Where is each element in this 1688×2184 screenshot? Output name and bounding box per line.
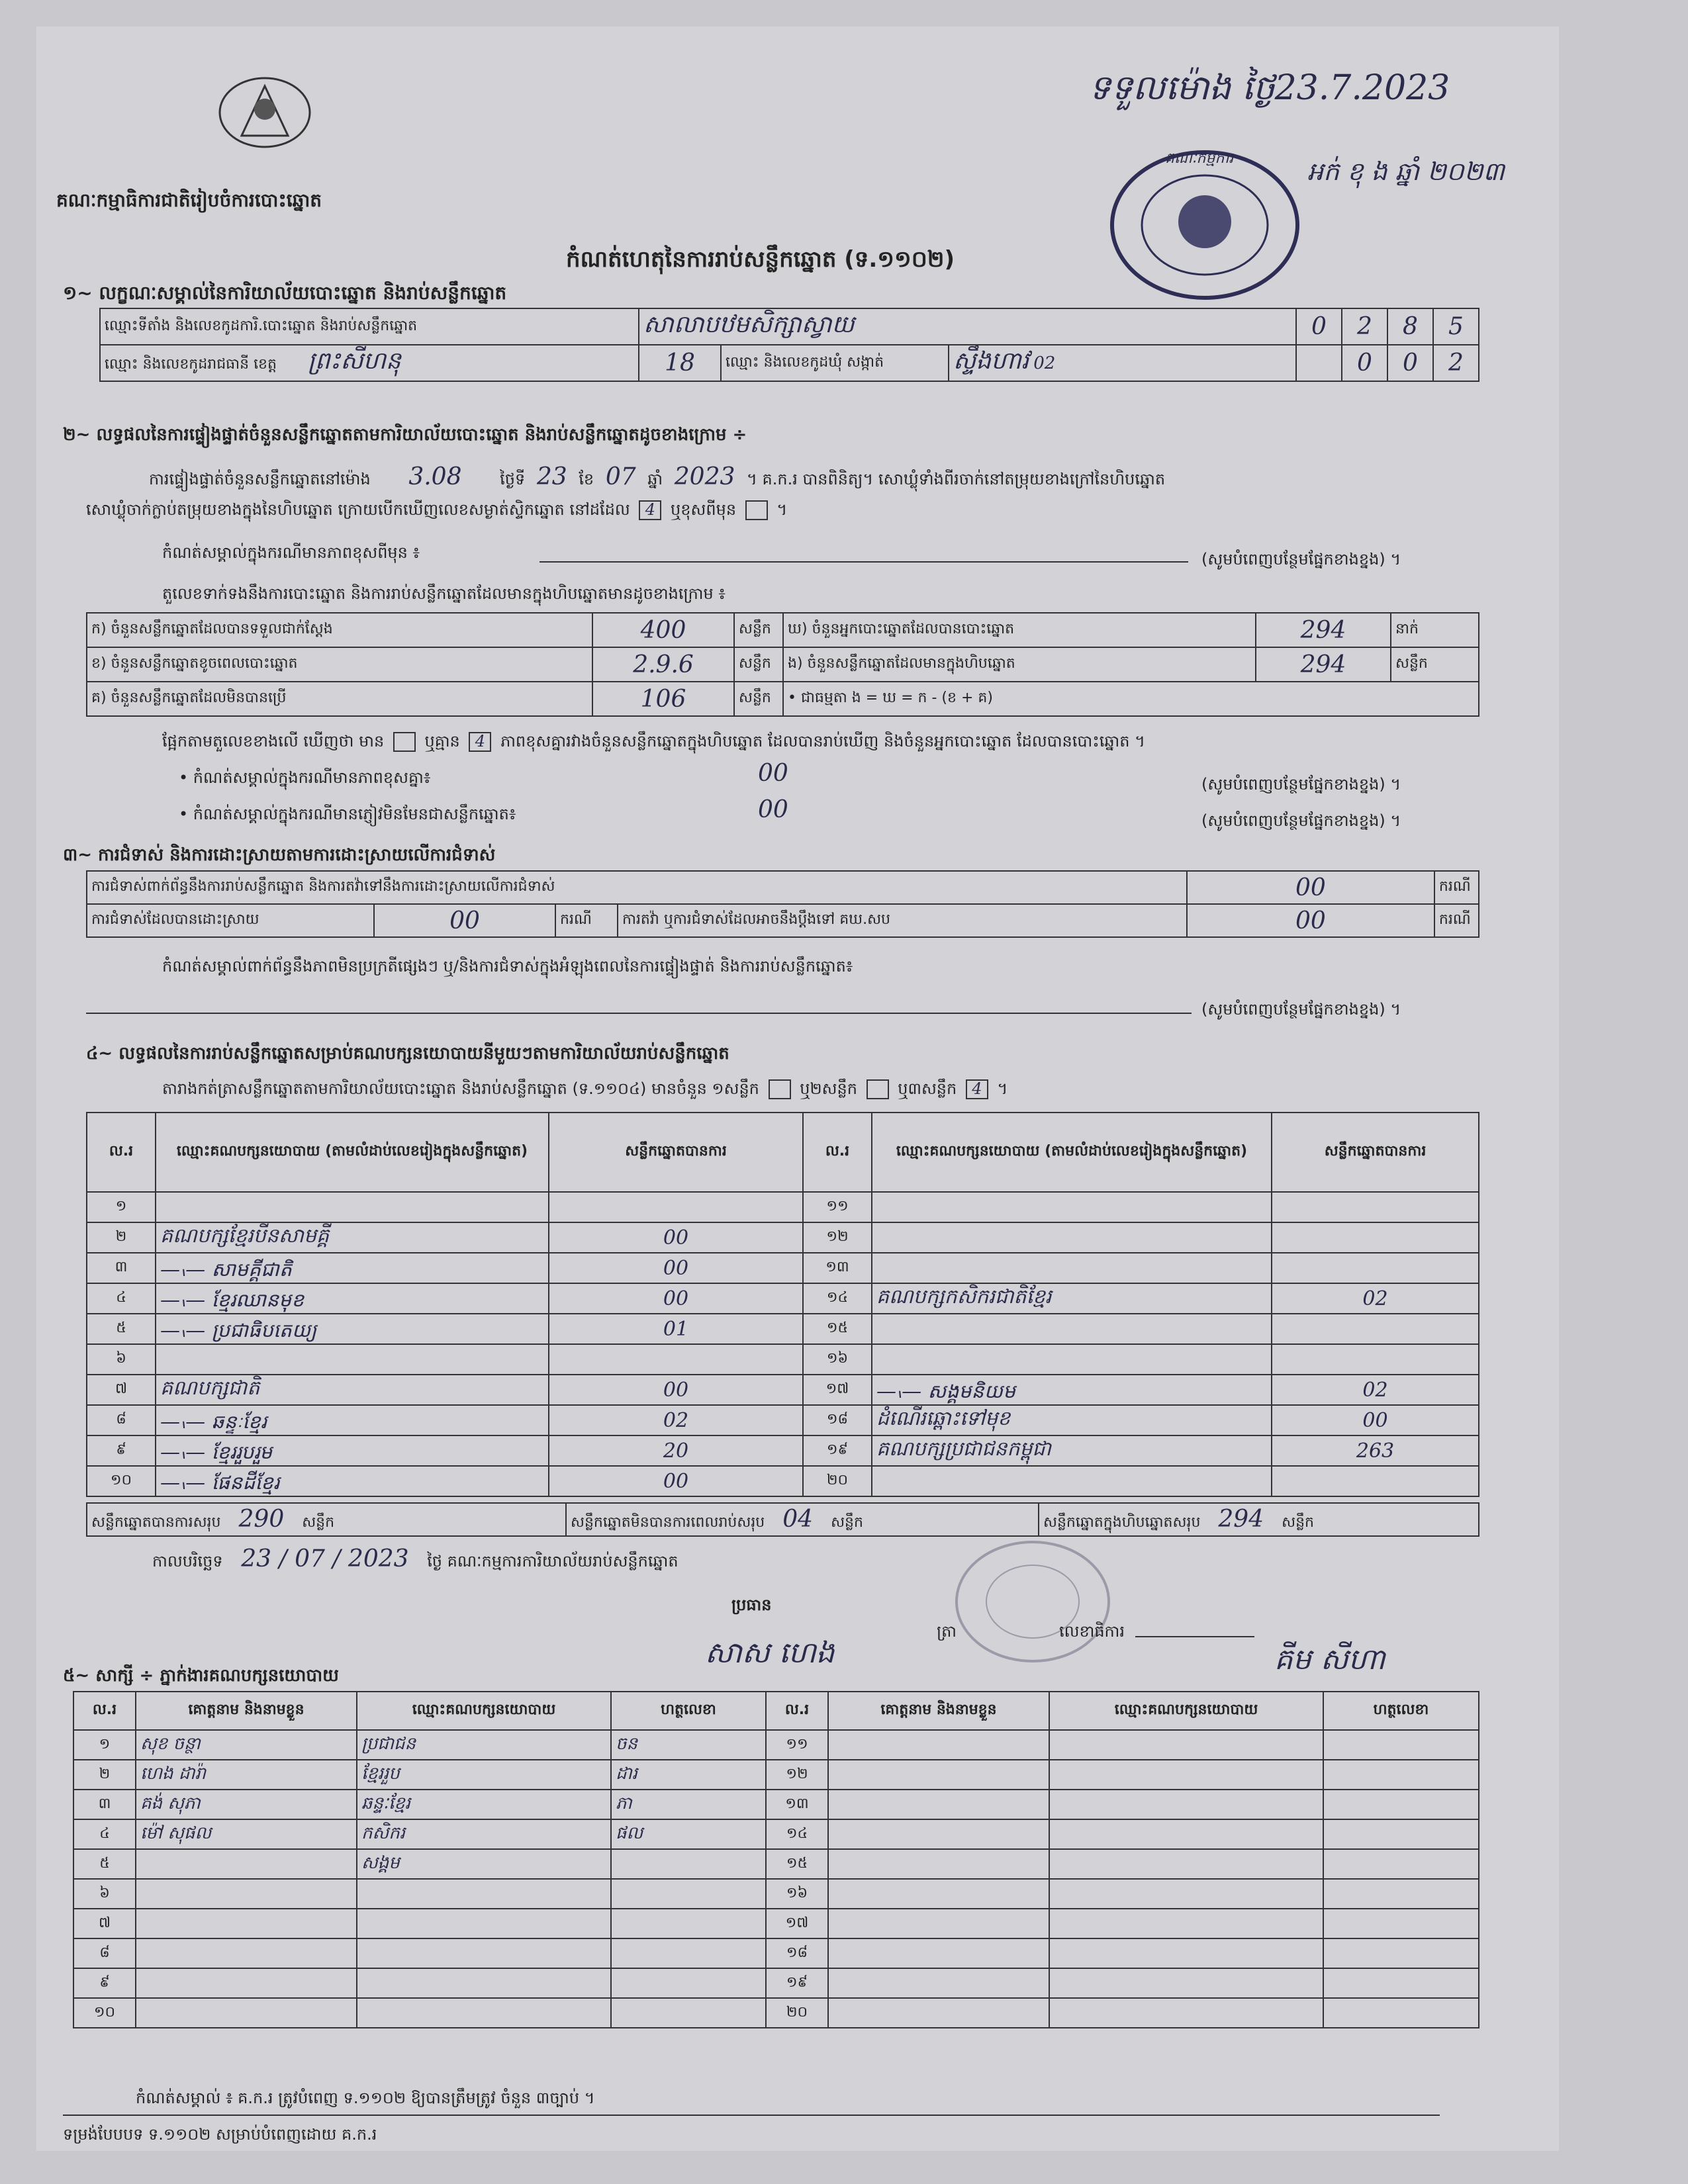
note-difference-value: 00 (758, 760, 788, 787)
party-no: ១៧ (803, 1375, 872, 1405)
witness-no: ៦ (73, 1879, 136, 1909)
footnote: កំណត់សម្គាល់ ៖ គ.ក.រ ត្រូវបំពេញ ទ.១១០២ ឱ្យបានត្រឹមត្រូវ ចំនួន ៣ច្បាប់ ។ (136, 2089, 595, 2107)
witness-no: ១៩ (766, 1968, 828, 1998)
witness-name (828, 1849, 1049, 1879)
party-no: ១៨ (803, 1405, 872, 1435)
col-no-header: ល.រ (766, 1692, 828, 1730)
difference-note-label: កំណត់សម្គាល់ក្នុងករណីមានភាពខុសពីមុន ៖ (162, 543, 420, 562)
witness-party: សង្គម (357, 1849, 611, 1879)
party-name: —៶— ខ្មែរឈានមុខ (156, 1283, 549, 1314)
province-code: 18 (639, 345, 721, 381)
party-name (872, 1344, 1272, 1375)
footer-divider (63, 2115, 1440, 2116)
secretary-line (1135, 1636, 1254, 1637)
witness-signature (611, 1998, 766, 2028)
witness-name (828, 1879, 1049, 1909)
col-no-header: ល.រ (87, 1113, 156, 1192)
party-name: —៶— ឆន្ទៈខ្មែរ (156, 1405, 549, 1435)
witness-party (1049, 1968, 1323, 1998)
witness-signature (611, 1879, 766, 1909)
witness-party: ឆន្ទៈខ្មែរ (357, 1790, 611, 1819)
party-name: —៶— ផែនដីខ្មែរ (156, 1466, 549, 1496)
note-foreign-label: • កំណត់សម្គាល់ក្នុងករណីមានភ្ញៀវមិនមែនជាសន្លឹកឆ្នោត៖ (179, 805, 516, 823)
witness-signature (1323, 1849, 1479, 1879)
seal-label: ត្រា (937, 1622, 957, 1641)
stamp-text: គណៈកម្មការ (1165, 150, 1234, 167)
secretary-label: លេខាធិការ (1059, 1622, 1125, 1641)
commune-label: ឈ្មោះ និងលេខកូដឃុំ សង្កាត់ (721, 345, 949, 381)
party-votes: 00 (549, 1466, 803, 1496)
witness-name (828, 1819, 1049, 1849)
section1-heading: ១~ លក្ខណៈសម្គាល់នៃការិយាល័យបោះឆ្នោត និងរាប់សន្លឹកឆ្នោត (63, 282, 507, 304)
witness-name: ម៉ៅ សុផល (136, 1819, 357, 1849)
unit-label: សន្លឹក (1282, 1514, 1315, 1531)
witness-name (828, 1968, 1049, 1998)
witness-signature (1323, 1909, 1479, 1938)
party-votes (1272, 1314, 1479, 1344)
table-row (73, 1968, 1479, 1998)
party-no: ២០ (803, 1466, 872, 1496)
witness-no: ២០ (766, 1998, 828, 2028)
witness-name: សុខ ចន្ថា (136, 1730, 357, 1760)
party-votes (1272, 1253, 1479, 1283)
party-votes: 00 (549, 1375, 803, 1405)
party-name: —៶— សង្គមនិយម (872, 1375, 1272, 1405)
commune-sub: 02 (1033, 353, 1056, 373)
party-name (872, 1253, 1272, 1283)
witness-party (1049, 1760, 1323, 1790)
table-row (87, 1344, 1479, 1375)
witness-name (136, 1909, 357, 1938)
has-difference-checkbox[interactable] (393, 732, 416, 752)
col-party-header: ឈ្មោះគណបក្សនយោបាយ (តាមលំដាប់លេខរៀងក្នុងសន្លឹកឆ្នោត) (872, 1113, 1272, 1192)
irregularity-note: កំណត់សម្គាល់ពាក់ព័ន្ធនឹងភាពមិនប្រក្រតីផ្សេងៗ ឬ/និងការជំទាស់ក្នុងអំឡុងពេលនៃការផ្ទៀងផ្ទាត់ និងការរាប់សន្លឹកឆ្នោត៖ (162, 957, 853, 976)
table-row (87, 1375, 1479, 1405)
location-table (99, 308, 1479, 382)
case-unit: ករណី (1434, 904, 1479, 937)
table-row (73, 1760, 1479, 1790)
party-votes: 00 (549, 1222, 803, 1253)
table-row (73, 1819, 1479, 1849)
witness-no: ១៦ (766, 1879, 828, 1909)
party-votes: 02 (1272, 1283, 1479, 1314)
witness-signature: ដារ (611, 1760, 766, 1790)
commune-code-digit: 2 (1433, 345, 1479, 381)
col-votes-header: សន្លឹកឆ្នោតបានការ (549, 1113, 803, 1192)
witness-party (357, 1938, 611, 1968)
party-votes: 20 (549, 1435, 803, 1466)
party-votes: 02 (549, 1405, 803, 1435)
witness-name (828, 1790, 1049, 1819)
party-name: ដំណើរឆ្ពោះទៅមុខ (872, 1405, 1272, 1435)
party-votes: 02 (1272, 1375, 1479, 1405)
witness-signature (1323, 1819, 1479, 1849)
commune-code-digit: 0 (1387, 345, 1433, 381)
table-row (87, 1405, 1479, 1435)
location-name: សាលាបឋមសិក្សាស្វាយ (643, 311, 855, 338)
document-title: កំណត់ហេតុនៃការរាប់សន្លឹកឆ្នោត (ទ.១១០២) (566, 246, 955, 273)
appeal-value: 00 (1187, 904, 1434, 937)
witness-party (1049, 1909, 1323, 1938)
witness-party (357, 1879, 611, 1909)
total-invalid-label: សន្លឹកឆ្នោតមិនបានការពេលរាប់សរុប (571, 1514, 765, 1531)
witness-no: ៨ (73, 1938, 136, 1968)
witness-no: ១១ (766, 1730, 828, 1760)
witness-party (357, 1909, 611, 1938)
date-value: 23 / 07 / 2023 (241, 1545, 409, 1572)
witness-party: ប្រជាជន (357, 1730, 611, 1760)
table-row (87, 1192, 1479, 1222)
figure-value: 294 (1256, 613, 1391, 647)
col-no-header: ល.រ (803, 1113, 872, 1192)
witness-signature: ភា (611, 1790, 766, 1819)
figure-value: 106 (592, 682, 734, 716)
party-name: គណបក្សកសិករជាតិខ្មែរ (872, 1283, 1272, 1314)
total-box-label: សន្លឹកឆ្នោតក្នុងហិបឆ្នោតសរុប (1043, 1514, 1201, 1531)
party-no: ១៤ (803, 1283, 872, 1314)
party-no: ២ (87, 1222, 156, 1253)
witness-party (1049, 1730, 1323, 1760)
figures-intro: តួលេខទាក់ទងនឹងការបោះឆ្នោត និងការរាប់សន្លឹកឆ្នោតដែលមានក្នុងហិបឆ្នោតមានដូចខាងក្រោម ៖ (162, 584, 726, 603)
verification-day: 23 (536, 463, 567, 490)
party-votes (1272, 1222, 1479, 1253)
fill-note: (សូមបំពេញបន្ថែមផ្នែកខាងខ្នង) ។ (1201, 550, 1401, 569)
section3-heading: ៣~ ការជំទាស់ និងការដោះស្រាយតាមការដោះស្រាយលើការជំទាស់ (63, 845, 496, 865)
party-name (156, 1344, 549, 1375)
party-name: —៶— ខ្មែររួបរួម (156, 1435, 549, 1466)
witness-party: ខ្មែររួប (357, 1760, 611, 1790)
witness-name (828, 1730, 1049, 1760)
irregularity-line (86, 1013, 1192, 1014)
form-usage-note: ទម្រង់បែបបទ ទ.១១០២ សម្រាប់បំពេញដោយ គ.ក.រ (63, 2125, 377, 2144)
same-checkbox[interactable]: 4 (639, 500, 661, 520)
appeal-label: ការតវ៉ា ឬការជំទាស់ដែលអាចនឹងប្តឹងទៅ គឃ.សប (618, 904, 1187, 937)
table-row (73, 1790, 1479, 1819)
figure-value: 2.9.6 (592, 647, 734, 682)
figure-unit: សន្លឹក (734, 613, 783, 647)
chair-name: សាស ហេង (705, 1636, 835, 1670)
witness-no: ១ (73, 1730, 136, 1760)
table-row (87, 1466, 1479, 1496)
party-results-table (86, 1112, 1479, 1497)
fill-note: (សូមបំពេញបន្ថែមផ្នែកខាងខ្នង) ។ (1201, 811, 1401, 830)
witness-name (136, 1968, 357, 1998)
witness-name (828, 1760, 1049, 1790)
party-no: ១៥ (803, 1314, 872, 1344)
table-row (87, 1222, 1479, 1253)
party-name: គណបក្សជាតិ (156, 1375, 549, 1405)
difference-line: ផ្អែកតាមតួលេខខាងលើ ឃើញថា មាន ឬគ្មាន 4 ភាពខុសគ្នារវាងចំនួនសន្លឹកឆ្នោតក្នុងហិបឆ្នោត ដែលបានរាប់ឃើញ និងចំនួនអ្នកបោះឆ្នោត ដែលបានបោះឆ្នោត ។ (162, 732, 1145, 751)
witness-signature (611, 1909, 766, 1938)
witness-name (136, 1879, 357, 1909)
unit-label: សន្លឹក (831, 1514, 863, 1531)
party-no: ១៦ (803, 1344, 872, 1375)
ballot-figures-table (86, 612, 1479, 717)
col-votes-header: សន្លឹកឆ្នោតបានការ (1272, 1113, 1479, 1192)
party-name (872, 1222, 1272, 1253)
col-party-header: ឈ្មោះគណបក្សនយោបាយ (តាមលំដាប់លេខរៀងក្នុងសន្លឹកឆ្នោត) (156, 1113, 549, 1192)
location-code-digit: 5 (1433, 308, 1479, 345)
witness-no: ១៤ (766, 1819, 828, 1849)
col-sign-header: ហត្ថលេខា (611, 1692, 766, 1730)
col-party-header: ឈ្មោះគណបក្សនយោបាយ (1049, 1692, 1323, 1730)
party-name (872, 1314, 1272, 1344)
difference-note-line (539, 561, 1188, 563)
party-no: ១២ (803, 1222, 872, 1253)
party-votes: 00 (1272, 1405, 1479, 1435)
witness-party (1049, 1790, 1323, 1819)
witness-name (136, 1998, 357, 2028)
received-note: ទទួលម៉ោង ថ្ងៃ23.7.2023 (1089, 68, 1450, 108)
witness-name (136, 1938, 357, 1968)
witness-no: ៧ (73, 1909, 136, 1938)
nec-emblem-icon (215, 73, 314, 152)
section4-heading: ៤~ លទ្ធផលនៃការរាប់សន្លឹកឆ្នោតសម្រាប់គណបក្សនយោបាយនីមួយៗតាមការិយាល័យរាប់សន្លឹកឆ្នោត (86, 1044, 729, 1064)
party-votes: 00 (549, 1253, 803, 1283)
party-no: ៥ (87, 1314, 156, 1344)
party-no: ៦ (87, 1344, 156, 1375)
figure-label: ង) ចំនួនសន្លឹកឆ្នោតដែលមានក្នុងហិបឆ្នោត (783, 647, 1256, 682)
witness-no: ៣ (73, 1790, 136, 1819)
party-votes: 263 (1272, 1435, 1479, 1466)
figure-label: ក) ចំនួនសន្លឹកឆ្នោតដែលបានទទួលជាក់ស្តែង (87, 613, 592, 647)
figure-unit: សន្លឹក (1391, 647, 1479, 682)
witness-signature (1323, 1998, 1479, 2028)
province-label: ឈ្មោះ និងលេខកូដរាជធានី ខេត្ត (105, 356, 277, 373)
party-no: ៧ (87, 1375, 156, 1405)
party-no: ១ (87, 1192, 156, 1222)
witness-no: ៩ (73, 1968, 136, 1998)
witness-name: ហេង ដារ៉ា (136, 1760, 357, 1790)
witness-table (73, 1691, 1479, 2028)
formula-note: • ជាធម្មតា ង = ឃ = ក - (ខ + គ) (783, 682, 1479, 716)
signature-note: អក់ ខុ ង ឆ្នាំ ២០២៣ (1307, 157, 1505, 186)
one-sheet-checkbox[interactable] (867, 1079, 889, 1099)
verification-month: 07 (605, 463, 636, 490)
table-row (73, 1998, 1479, 2028)
table-row (73, 1849, 1479, 1879)
witness-party (1049, 1938, 1323, 1968)
objection-value: 00 (1187, 871, 1434, 904)
witness-no: ១៧ (766, 1909, 828, 1938)
witness-name: គង់ សុភា (136, 1790, 357, 1819)
table-row (87, 1314, 1479, 1344)
note-difference-label: • កំណត់សម្គាល់ក្នុងករណីមានភាពខុសគ្នា៖ (179, 768, 431, 787)
figure-label: ខ) ចំនួនសន្លឹកឆ្នោតខូចពេលបោះឆ្នោត (87, 647, 592, 682)
figure-unit: សន្លឹក (734, 682, 783, 716)
location-code-digit: 2 (1342, 308, 1387, 345)
figure-label: គ) ចំនួនសន្លឹកឆ្នោតដែលមិនបានប្រើ (87, 682, 592, 716)
witness-name (828, 1909, 1049, 1938)
witness-party (1049, 1849, 1323, 1879)
witness-no: ១៥ (766, 1849, 828, 1879)
party-no: ៣ (87, 1253, 156, 1283)
party-votes (549, 1344, 803, 1375)
witness-signature (1323, 1730, 1479, 1760)
note-foreign-value: 00 (758, 796, 788, 823)
secretary-name: គីម សីហា (1274, 1643, 1385, 1676)
party-name (872, 1192, 1272, 1222)
case-unit: ករណី (555, 904, 618, 937)
party-no: ៨ (87, 1405, 156, 1435)
committee-name: គណៈកម្មាធិការជាតិរៀបចំការបោះឆ្នោត (56, 189, 322, 211)
party-votes: 01 (549, 1314, 803, 1344)
party-name: គណបក្សខ្មែរបីនសាមគ្គី (156, 1222, 549, 1253)
witness-signature: ផល (611, 1819, 766, 1849)
witness-signature (1323, 1790, 1479, 1819)
province-name: ព្រះសីហនុ (307, 347, 401, 375)
fill-note: (សូមបំពេញបន្ថែមផ្នែកខាងខ្នង) ។ (1201, 1000, 1401, 1019)
party-votes (549, 1192, 803, 1222)
table-row (87, 1283, 1479, 1314)
col-no-header: ល.រ (73, 1692, 136, 1730)
witness-name (828, 1938, 1049, 1968)
chair-label: ប្រធាន (731, 1596, 772, 1614)
verification-year: 2023 (674, 463, 735, 490)
party-votes: 00 (549, 1283, 803, 1314)
col-name-header: គោត្តនាម និងនាមខ្លួន (828, 1692, 1049, 1730)
three-sheets-checkbox[interactable]: 4 (966, 1079, 988, 1099)
party-name: —៶— ប្រជាធិបតេយ្យ (156, 1314, 549, 1344)
witness-name (136, 1849, 357, 1879)
date-line: កាលបរិច្ឆេទ 23 / 07 / 2023 ថ្ងៃ គណៈកម្មការការិយាល័យរាប់សន្លឹកឆ្នោត (152, 1545, 679, 1572)
table-row (87, 1253, 1479, 1283)
party-votes (1272, 1466, 1479, 1496)
location-label: ឈ្មោះទីតាំង និងលេខកូដការិ.បោះឆ្នោត និងរាប់សន្លឹកឆ្នោត (100, 308, 639, 345)
witness-signature (611, 1968, 766, 1998)
col-sign-header: ហត្ថលេខា (1323, 1692, 1479, 1730)
witness-party (357, 1968, 611, 1998)
witness-no: ១៨ (766, 1938, 828, 1968)
figure-value: 400 (592, 613, 734, 647)
table-row (73, 1879, 1479, 1909)
witness-no: ៥ (73, 1849, 136, 1879)
party-name: គណបក្សប្រជាជនកម្ពុជា (872, 1435, 1272, 1466)
form-page (36, 26, 1559, 2151)
objection-label: ការជំទាស់ពាក់ព័ន្ធនឹងការរាប់សន្លឹកឆ្នោត និងការតវ៉ាទៅនឹងការដោះស្រាយលើការជំទាស់ (87, 871, 1187, 904)
witness-no: ១៣ (766, 1790, 828, 1819)
figure-unit: នាក់ (1391, 613, 1479, 647)
party-no: ៤ (87, 1283, 156, 1314)
total-box-value: 294 (1218, 1505, 1264, 1533)
total-valid-label: សន្លឹកឆ្នោតបានការសរុប (91, 1514, 221, 1531)
commune-code-digit: 0 (1342, 345, 1387, 381)
party-no: ១៣ (803, 1253, 872, 1283)
witness-no: ៤ (73, 1819, 136, 1849)
witness-signature (1323, 1968, 1479, 1998)
witness-signature (611, 1938, 766, 1968)
party-no: ១១ (803, 1192, 872, 1222)
section2-heading: ២~ លទ្ធផលនៃការផ្ទៀងផ្ទាត់ចំនួនសន្លឹកឆ្នោតតាមការិយាល័យបោះឆ្នោត និងរាប់សន្លឹកឆ្នោតដូចខាងក្រោម ÷ (63, 425, 747, 445)
col-name-header: គោត្តនាម និងនាមខ្លួន (136, 1692, 357, 1730)
witness-no: ២ (73, 1760, 136, 1790)
totals-table (86, 1502, 1479, 1537)
table-row (73, 1730, 1479, 1760)
party-name: —៶— សាមគ្គីជាតិ (156, 1253, 549, 1283)
party-no: ៩ (87, 1435, 156, 1466)
figure-label: ឃ) ចំនួនអ្នកបោះឆ្នោតដែលបានបោះឆ្នោត (783, 613, 1256, 647)
resolved-value: 00 (374, 904, 555, 937)
witness-no: ១០ (73, 1998, 136, 2028)
verification-line: ការផ្ទៀងផ្ទាត់ចំនួនសន្លឹកឆ្នោតនៅម៉ោង 3.08 ថ្ងៃទី 23 ខែ 07 ឆ្នាំ 2023 ។ គ.ក.រ បានពិនិត្យ។ សោឃ្លុំទាំងពីរចាក់នៅតម្រុយខាងក្រៅនៃហិបឆ្នោត (149, 463, 1166, 490)
party-name (156, 1192, 549, 1222)
total-valid-value: 290 (238, 1505, 285, 1533)
witness-name (828, 1998, 1049, 2028)
figure-value: 294 (1256, 647, 1391, 682)
case-unit: ករណី (1434, 871, 1479, 904)
location-code-digit: 0 (1296, 308, 1342, 345)
witness-party: កសិករ (357, 1819, 611, 1849)
objections-table (86, 870, 1479, 938)
two-sheets-checkbox[interactable] (769, 1079, 791, 1099)
party-no: ១០ (87, 1466, 156, 1496)
witness-no: ១២ (766, 1760, 828, 1790)
committee-seal-icon (950, 1535, 1115, 1668)
table-row (87, 1435, 1479, 1466)
witness-signature (1323, 1879, 1479, 1909)
fill-note: (សូមបំពេញបន្ថែមផ្នែកខាងខ្នង) ។ (1201, 775, 1401, 794)
verification-time: 3.08 (408, 463, 462, 490)
location-code-digit: 8 (1387, 308, 1433, 345)
witness-signature (1323, 1938, 1479, 1968)
figure-unit: សន្លឹក (734, 647, 783, 682)
resolved-label: ការជំទាស់ដែលបានដោះស្រាយ (87, 904, 374, 937)
col-party-header: ឈ្មោះគណបក្សនយោបាយ (357, 1692, 611, 1730)
witness-party (357, 1998, 611, 2028)
witness-signature: ចន (611, 1730, 766, 1760)
witness-party (1049, 1879, 1323, 1909)
witness-party (1049, 1998, 1323, 2028)
table-row (73, 1938, 1479, 1968)
witness-signature (611, 1849, 766, 1879)
unit-label: សន្លឹក (302, 1514, 335, 1531)
no-difference-checkbox[interactable]: 4 (469, 732, 491, 752)
party-no: ១៩ (803, 1435, 872, 1466)
party-votes (1272, 1344, 1479, 1375)
witness-signature (1323, 1760, 1479, 1790)
party-name (872, 1466, 1272, 1496)
total-invalid-value: 04 (782, 1505, 814, 1533)
party-votes (1272, 1192, 1479, 1222)
seal-line: សោឃ្លុំចាក់ក្លាប់តម្រុយខាងក្នុងនៃហិបឆ្នោត ក្រោយបើកឃើញលេខសម្ងាត់ស្ទិកឆ្នោត នៅដដែល 4 ឬខុសពីមុន ។ (86, 500, 788, 519)
changed-checkbox[interactable] (745, 500, 768, 520)
section5-heading: ៥~ សាក្សី ÷ ភ្នាក់ងារគណបក្សនយោបាយ (63, 1666, 339, 1686)
table-row (73, 1909, 1479, 1938)
commune-name: ស្ទឹងហាវ (953, 347, 1029, 375)
tally-sheet-line: តារាងកត់ត្រាសន្លឹកឆ្នោតតាមការិយាល័យបោះឆ្នោត និងរាប់សន្លឹកឆ្នោត (ទ.១១០៤) មានចំនួន ១សន្លឹក ឬ២សន្លឹក ឬ៣សន្លឹក 4 ។ (162, 1079, 1008, 1098)
witness-party (1049, 1819, 1323, 1849)
